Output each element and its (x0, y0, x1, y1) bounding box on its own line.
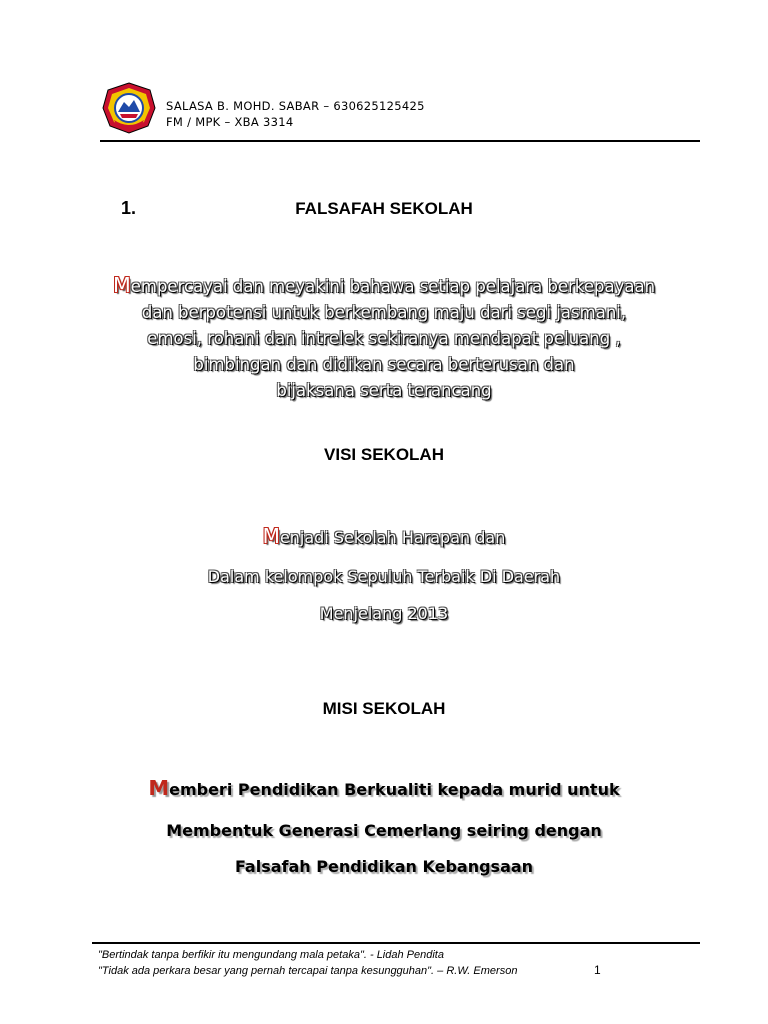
visi-heading: VISI SEKOLAH (324, 445, 444, 464)
footer-quote-2: "Tidak ada perkara besar yang pernah tercapai tanpa kesungguhan". – R.W. Emerson (98, 965, 518, 977)
drop-initial: M (148, 776, 170, 800)
misi-line-3: Falsafah Pendidikan Kebangsaan (234, 857, 534, 876)
header-text (166, 98, 425, 130)
falsafah-line-1: Mempercayai dan meyakini bahawa setiap pelajara berkepayaan (112, 273, 656, 297)
drop-initial: M (112, 273, 131, 297)
falsafah-line-3: emosi, rohani dan intrelek sekiranya mendapat peluang , (147, 329, 621, 348)
visi-line-3: Menjelang 2013 (319, 604, 449, 623)
falsafah-line-2: dan berpotensi untuk berkembang maju dari segi jasmani, (141, 303, 627, 322)
visi-line-2: Dalam kelompok Sepuluh Terbaik Di Daerah (207, 567, 561, 586)
footer-quotes (98, 947, 608, 979)
misi-heading: MISI SEKOLAH (322, 699, 446, 718)
falsafah-line-4: bimbingan dan didikan secara berterusan dan (193, 355, 575, 374)
document-header (100, 80, 700, 140)
author-line: SALASA B. MOHD. SABAR – 630625125425 (166, 99, 425, 113)
misi-line-2: Membentuk Generasi Cemerlang seiring dengan (166, 821, 602, 840)
falsafah-paragraph (0, 272, 768, 404)
drop-initial: M (262, 524, 280, 548)
visi-line-1: Menjadi Sekolah Harapan dan (262, 524, 506, 548)
footer-divider (92, 942, 700, 944)
section-number: 1. (121, 198, 137, 218)
header-divider (100, 140, 700, 142)
page-number: 1 (594, 963, 601, 977)
falsafah-heading: FALSAFAH SEKOLAH (295, 199, 473, 218)
course-line: FM / MPK – XBA 3314 (166, 115, 294, 129)
school-crest-logo (100, 80, 158, 136)
misi-line-1: Memberi Pendidikan Berkualiti kepada murid untuk (148, 776, 620, 800)
footer-quote-1: "Bertindak tanpa berfikir itu mengundang mala petaka". - Lidah Pendita (98, 949, 444, 961)
falsafah-line-5: bijaksana serta terancang (276, 381, 492, 400)
